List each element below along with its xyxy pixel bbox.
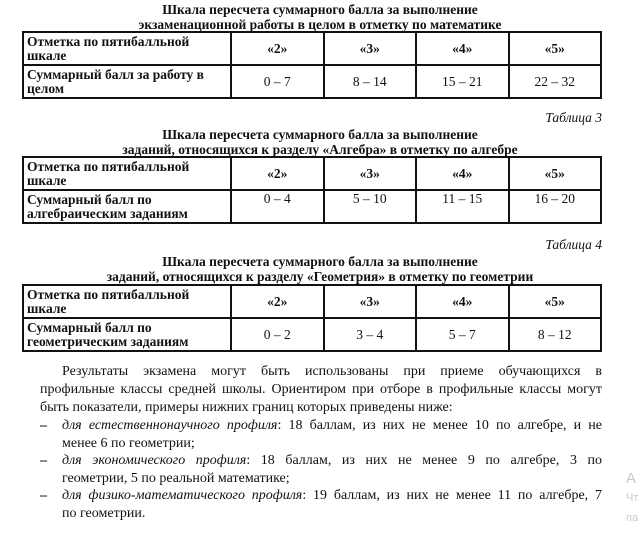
dash-marker: – [40, 418, 47, 433]
table4-grade-cell: «2» [231, 285, 324, 318]
table2-grade-cell: «5» [509, 32, 602, 65]
results-paragraph [62, 363, 602, 381]
table3-score-row [23, 190, 601, 223]
side-fragment: па [626, 512, 639, 524]
table3-title-line1: Шкала пересчета суммарного балла за выполнение [162, 127, 478, 142]
table3-grade-row [23, 157, 601, 190]
table4-score-cell: 0 – 2 [231, 318, 324, 351]
table3-score-cell: 0 – 4 [231, 190, 324, 223]
table2-grade-cell: «3» [324, 32, 417, 65]
table4-score-cell: 8 – 12 [509, 318, 602, 351]
bullet-line: геометрии, 5 по реальной математике; [62, 470, 290, 486]
table3-title-line2: заданий, относящихся к разделу «Алгебра» в отметку по алгебре [122, 142, 518, 157]
table4-grade-cell: «3» [324, 285, 417, 318]
table2-title-line1: Шкала пересчета суммарного балла за выполнение [162, 2, 478, 17]
table2-score-cell: 22 – 32 [509, 65, 602, 98]
table2-grade-label: Отметка по пятибалльной шкале [23, 32, 231, 65]
table4-score-label: Суммарный балл по геометрическим заданиям [23, 318, 231, 351]
paragraph-line: быть показатели, примеры нижних границ которых приведены ниже: [40, 399, 453, 415]
table4-score-row [23, 318, 601, 351]
table4-caption: Таблица 4 [545, 237, 602, 252]
paragraph-line: Результаты экзамена могут быть использованы при приеме обучающихся в [62, 364, 602, 379]
bullet-detail: : 18 баллам, из них не менее 10 по алгебре, и не [277, 418, 602, 433]
table3-grade-cell: «4» [416, 157, 509, 190]
table4-grade-label: Отметка по пятибалльной шкале [23, 285, 231, 318]
table3-score-cell: 16 – 20 [509, 190, 602, 223]
bullet-line: по геометрии. [62, 505, 146, 521]
bullet-text [62, 417, 602, 452]
side-fragment: Чт [626, 492, 639, 504]
table3-grade-cell: «5» [509, 157, 602, 190]
dash-marker: – [40, 453, 47, 468]
profile-bullet [40, 452, 602, 488]
table3-score-cell: 11 – 15 [416, 190, 509, 223]
table2-grade-row [23, 32, 601, 65]
table4-score-cell: 3 – 4 [324, 318, 417, 351]
table3-grade-cell: «2» [231, 157, 324, 190]
table4-title-line1: Шкала пересчета суммарного балла за выполнение [162, 254, 478, 269]
table4-grade-cell: «4» [416, 285, 509, 318]
side-fragment: А [626, 470, 637, 487]
bullet-line [62, 487, 602, 505]
table3-caption: Таблица 3 [545, 110, 602, 125]
table2-grade-cell: «4» [416, 32, 509, 65]
paragraph-line: профильные классы средней школы. Ориентиром при отборе в профильные классы могут [40, 382, 602, 397]
bullet-line: менее 6 по геометрии; [62, 435, 195, 451]
table2-score-label: Суммарный балл за работу в целом [23, 65, 231, 98]
table3-score-label: Суммарный балл по алгебраическим заданиям [23, 190, 231, 223]
table4-grade-row [23, 285, 601, 318]
table2-score-cell: 0 – 7 [231, 65, 324, 98]
table4 [22, 284, 602, 352]
table2-score-cell: 15 – 21 [416, 65, 509, 98]
table2-grade-cell: «2» [231, 32, 324, 65]
profile-name: для естественнонаучного профиля [62, 418, 278, 433]
table3-grade-label: Отметка по пятибалльной шкале [23, 157, 231, 190]
bullet-line [62, 452, 602, 470]
bullet-text [62, 452, 602, 487]
table2-score-row [23, 65, 601, 98]
table2-score-cell: 8 – 14 [324, 65, 417, 98]
table2-title-line2: экзаменационной работы в целом в отметку по математике [138, 17, 502, 32]
dash-marker: – [40, 488, 47, 503]
table3-score-cell: 5 – 10 [324, 190, 417, 223]
profile-bullet [40, 487, 602, 523]
table2 [22, 31, 602, 99]
profile-bullet [40, 417, 602, 453]
table4-title-line2: заданий, относящихся к разделу «Геометрия» в отметку по геометрии [106, 269, 534, 284]
bullet-detail: : 19 баллам, из них не менее 11 по алгебре, 7 [302, 488, 602, 503]
results-paragraph-cont [40, 381, 602, 416]
table4-grade-cell: «5» [509, 285, 602, 318]
bullet-text [62, 487, 602, 522]
bullet-detail: : 18 баллам, из них не менее 9 по алгебре, 3 по [246, 453, 602, 468]
profile-name: для физико-математического профиля [62, 488, 303, 503]
table3-grade-cell: «3» [324, 157, 417, 190]
profile-name: для экономического профиля [62, 453, 247, 468]
bullet-line [62, 417, 602, 435]
table3 [22, 156, 602, 224]
table4-score-cell: 5 – 7 [416, 318, 509, 351]
